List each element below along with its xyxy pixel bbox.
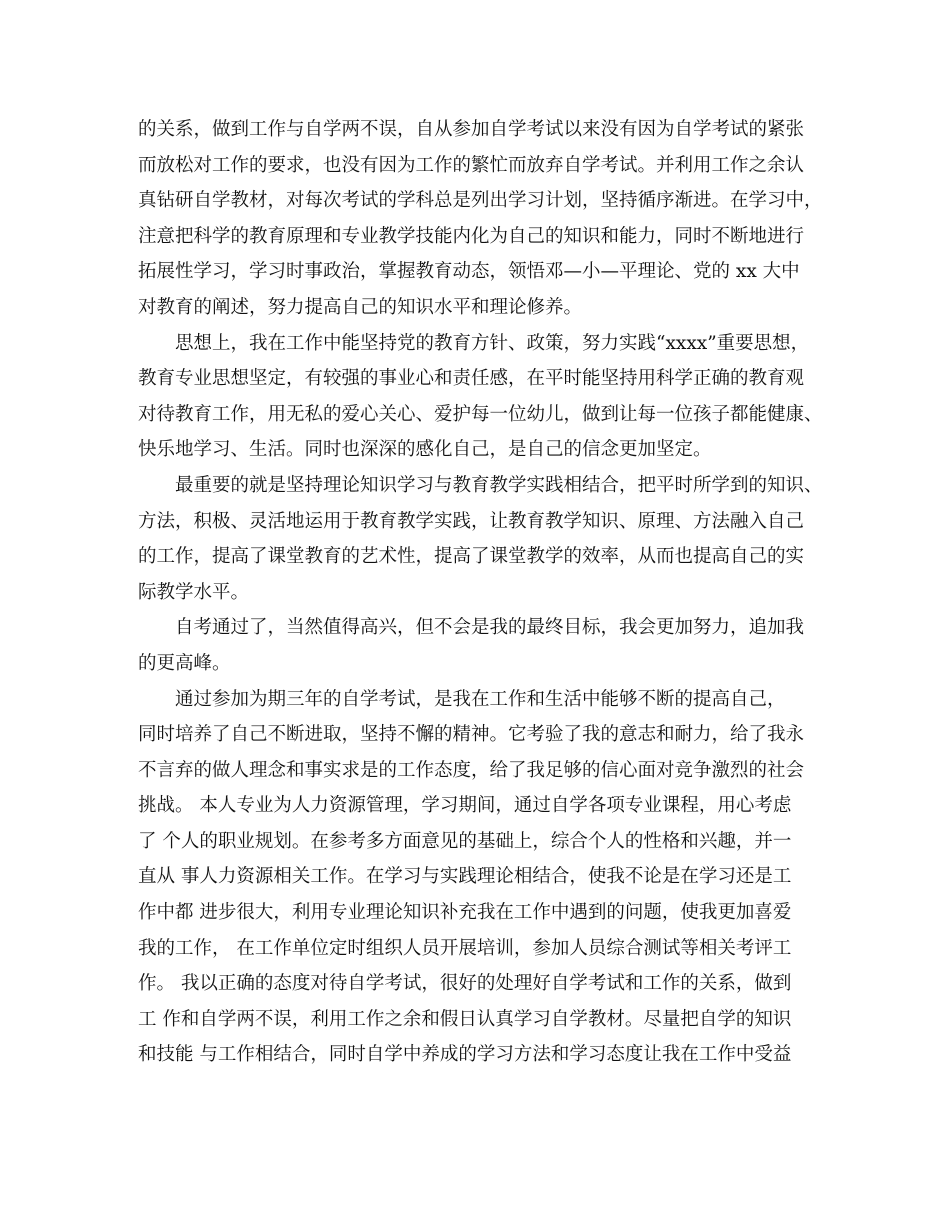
text-line: 拓展性学习，学习时事政治，掌握教育动态，领悟邓—小—平理论、党的 xx 大中 [138, 261, 800, 283]
text-line: 而放松对工作的要求，也没有因为工作的繁忙而放弃自学考试。并利用工作之余认 [138, 154, 805, 176]
text-line: 的更高峰。 [138, 652, 231, 674]
text-line: 自考通过了，当然值得高兴，但不会是我的最终目标，我会更加努力，追加我 [175, 617, 805, 639]
text-line: 际教学水平。 [138, 581, 250, 603]
text-line: 真钻研自学教材，对每次考试的学科总是列出学习计划，坚持循序渐进。在学习中， [138, 190, 823, 212]
text-line: 了 个人的职业规划。在参考多方面意见的基础上，综合个人的性格和兴趣，并一 [138, 830, 792, 852]
text-line: 同时培养了自己不断进取，坚持不懈的精神。它考验了我的意志和耐力，给了我永 [138, 724, 805, 746]
text-line: 的工作，提高了课堂教育的艺术性，提高了课堂教学的效率，从而也提高自己的实 [138, 546, 805, 568]
text-line: 工 作和自学两不误，利用工作之余和假日认真学习自学教材。尽量把自学的知识 [138, 1008, 792, 1030]
text-line: 快乐地学习、生活。同时也深深的感化自己，是自己的信念更加坚定。 [138, 439, 712, 461]
text-line: 我的工作， 在工作单位定时组织人员开展培训，参加人员综合测试等相关考评工 [138, 937, 792, 959]
text-line: 通过参加为期三年的自学考试，是我在工作和生活中能够不断的提高自己， [175, 688, 786, 710]
document-body [138, 112, 823, 1073]
text-line: 对教育的阐述，努力提高自己的知识水平和理论修养。 [138, 296, 583, 318]
text-line: 不言弃的做人理念和事实求是的工作态度，给了我足够的信心面对竞争激烈的社会 [138, 759, 805, 781]
text-line: 和技能 与工作相结合，同时自学中养成的学习方法和学习态度让我在工作中受益 [138, 1044, 792, 1066]
text-line: 注意把科学的教育原理和专业教学技能内化为自己的知识和能力，同时不断地进行 [138, 225, 805, 247]
text-line: 挑战。 本人专业为人力资源管理，学习期间，通过自学各项专业课程，用心考虑 [138, 795, 792, 817]
text-line: 教育专业思想坚定，有较强的事业心和责任感，在平时能坚持用科学正确的教育观 [138, 368, 805, 390]
text-line: 最重要的就是坚持理论知识学习与教育教学实践相结合，把平时所学到的知识、 [175, 474, 823, 496]
text-line: 作中都 进步很大，利用专业理论知识补充我在工作中遇到的问题，使我更加喜爱 [138, 902, 792, 924]
text-line: 作。 我以正确的态度对待自学考试，很好的处理好自学考试和工作的关系，做到 [138, 973, 792, 995]
text-line: 直从 事人力资源相关工作。在学习与实践理论相结合，使我不论是在学习还是工 [138, 866, 792, 888]
text-line: 的关系，做到工作与自学两不误，自从参加自学考试以来没有因为自学考试的紧张 [138, 119, 805, 140]
text-line: 对待教育工作，用无私的爱心关心、爱护每一位幼儿，做到让每一位孩子都能健康、 [138, 403, 823, 425]
text-line: 思想上，我在工作中能坚持党的教育方针、政策，努力实践“xxxx”重要思想， [175, 332, 810, 354]
text-line: 方法，积极、灵活地运用于教育教学实践，让教育教学知识、原理、方法融入自己 [138, 510, 805, 532]
